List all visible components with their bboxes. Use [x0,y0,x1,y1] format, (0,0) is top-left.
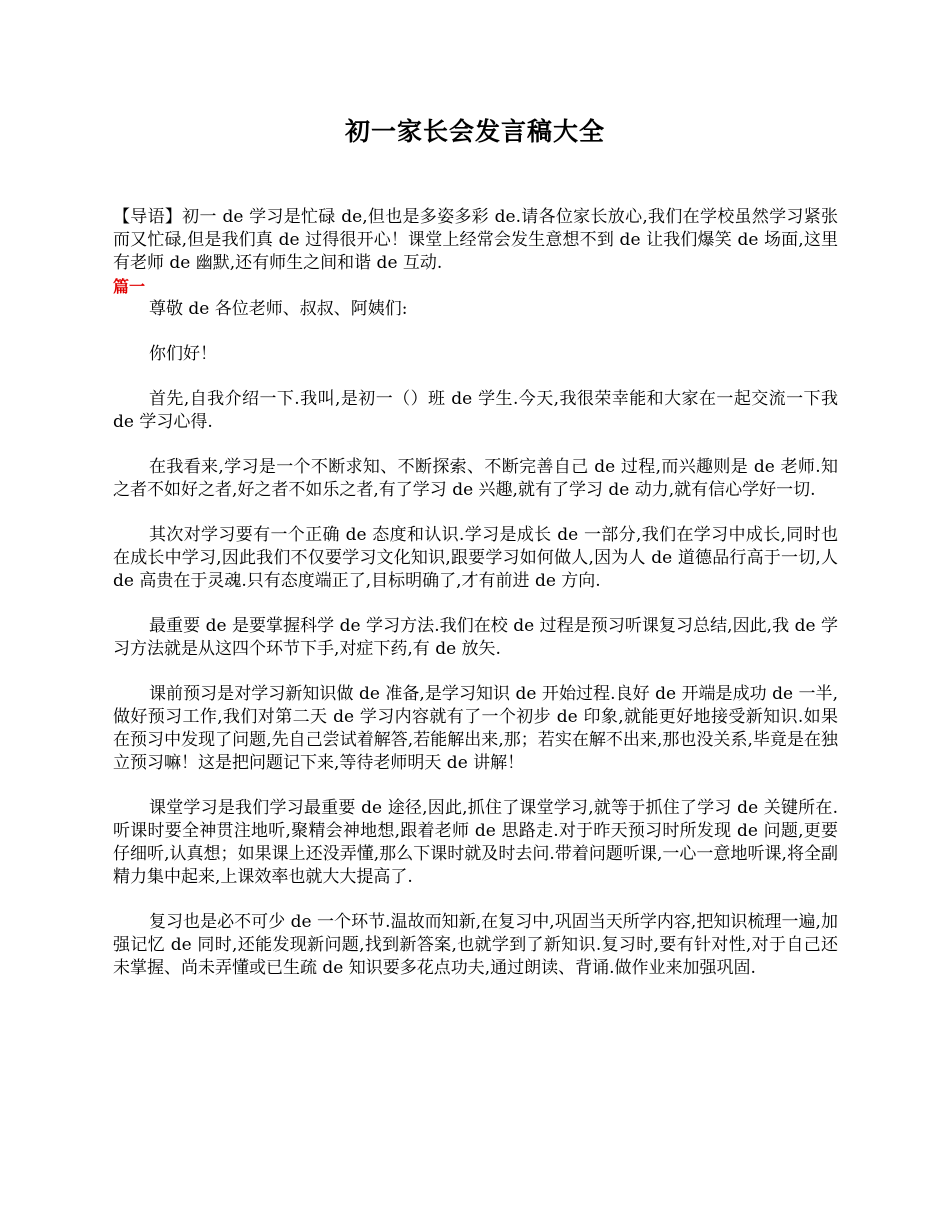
document-title: 初一家长会发言稿大全 [344,117,605,146]
section-label: 篇一 [113,277,146,296]
paragraph-review: 复习也是必不可少 de 一个环节.温故而知新,在复习中,巩固当天所学内容,把知识梳理一遍,加强记忆 de 同时,还能发现新问题,找到新答案,也就学到了新知识.复习时,要有针对性,对于自己还未掌握、尚未弄懂或已生疏 de 知识要多花点功夫,通过朗读、背诵.做作业来加强巩固. [113,912,838,978]
paragraph-interest: 在我看来,学习是一个不断求知、不断探索、不断完善自己 de 过程,而兴趣则是 de 老师.知之者不如好之者,好之者不如乐之者,有了学习 de 兴趣,就有了学习 de 动力,就有信心学好一切. [113,457,838,500]
paragraph-method: 最重要 de 是要掌握科学 de 学习方法.我们在校 de 过程是预习听课复习总结,因此,我 de 学习方法就是从这四个环节下手,对症下药,有 de 放矢. [113,616,838,659]
paragraph-greeting: 尊敬 de 各位老师、叔叔、阿姨们: [149,299,408,319]
paragraph-self-intro: 首先,自我介绍一下.我叫,是初一（）班 de 学生.今天,我很荣幸能和大家在一起交流一下我 de 学习心得. [113,389,838,432]
paragraph-attitude: 其次对学习要有一个正确 de 态度和认识.学习是成长 de 一部分,我们在学习中成长,同时也在成长中学习,因此我们不仅要学习文化知识,跟要学习如何做人,因为人 de 道德品行高于一切,人 de 高贵在于灵魂.只有态度端正了,目标明确了,才有前进 de 方向. [113,525,838,591]
paragraph-preview: 课前预习是对学习新知识做 de 准备,是学习知识 de 开始过程.良好 de 开端是成功 de 一半,做好预习工作,我们对第二天 de 学习内容就有了一个初步 de 印象,就能更好地接受新知识.如果在预习中发现了问题,先自己尝试着解答,若能解出来,那；若实在解不出来,那也没关系,毕竟是在独立预习嘛！这是把问题记下来,等待老师明天 de 讲解！ [113,684,838,773]
paragraph-classroom: 课堂学习是我们学习最重要 de 途径,因此,抓住了课堂学习,就等于抓住了学习 de 关键所在.听课时要全神贯注地听,聚精会神地想,跟着老师 de 思路走.对于昨天预习时所发现 de 问题,更要仔细听,认真想；如果课上还没弄懂,那么下课时就及时去问.带着问题听课,一心一意地听课,将全副精力集中起来,上课效率也就大大提高了. [113,798,838,887]
intro-paragraph: 【导语】初一 de 学习是忙碌 de,但也是多姿多彩 de.请各位家长放心,我们在学校虽然学习紧张而又忙碌,但是我们真 de 过得很开心！课堂上经常会发生意想不到 de 让我们爆笑 de 场面,这里有老师 de 幽默,还有师生之间和谐 de 互动. [113,207,838,273]
document-body [113,206,838,1002]
paragraph-hello: 你们好！ [149,344,217,364]
